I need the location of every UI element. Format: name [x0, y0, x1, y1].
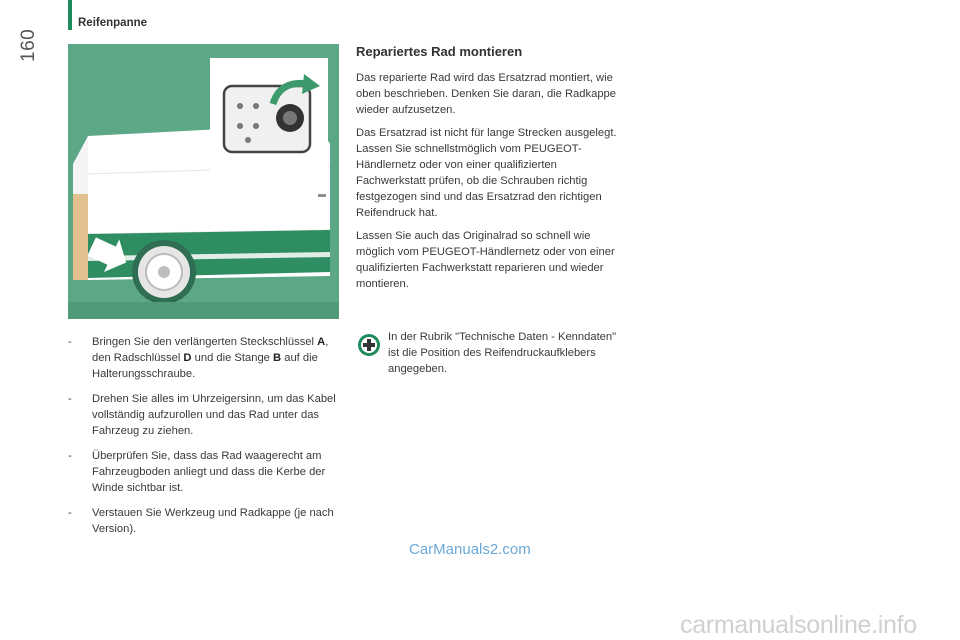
info-note: In der Rubrik "Technische Daten - Kenndaten" ist die Position des Reifendruckaufklebers angegeben. [388, 331, 617, 375]
watermark-carmanualsonline[interactable]: carmanualsonline.info [680, 611, 917, 639]
paragraph: Lassen Sie auch das Originalrad so schnell wie möglich vom PEUGEOT-Händlernetz oder von einer qualifizierten Fachwerkstatt reparieren und wieder montieren. [356, 230, 615, 290]
paragraph: Das reparierte Rad wird das Ersatzrad montiert, wie oben beschrieben. Denken Sie daran, die Radkappe wieder aufzusetzen. [356, 72, 616, 116]
tool-label-a: A [317, 336, 326, 348]
tool-label-d: D [183, 352, 192, 364]
paragraph: Das Ersatzrad ist nicht für lange Strecken ausgelegt. Lassen Sie schnellstmöglich vom PEUGEOT-Händlernetz oder von einer qualifizierten Fachwerkstatt prüfen, ob die Schrauben richtig festgezogen sind und das Ersatzrad den richtigen Reifendruck hat. [356, 127, 617, 219]
list-item: - Drehen Sie alles im Uhrzeigersinn, um das Kabel vollständig aufzurollen und das Rad unter das Fahrzeug zu ziehen. [68, 393, 336, 437]
van-wheel-illustration [68, 44, 339, 319]
watermark-carmanuals2[interactable]: CarManuals2.com [409, 541, 531, 558]
tool-label-b: B [273, 352, 282, 364]
list-item: - Verstauen Sie Werkzeug und Radkappe (je nach Version). [68, 507, 334, 535]
list-item: - Bringen Sie den verlängerten Steckschlüssel A, den Radschlüssel D und die Stange B auf die Halterungsschraube. [68, 336, 329, 380]
list-item: - Überprüfen Sie, dass das Rad waagerecht am Fahrzeugboden anliegt und dass die Kerbe der Winde sichtbar ist. [68, 450, 326, 494]
instruction-steps [68, 334, 344, 546]
plus-icon [357, 333, 381, 357]
chapter-side-bar [68, 0, 72, 30]
section-title: Repariertes Rad montieren [356, 44, 523, 59]
section-body [356, 70, 618, 299]
chapter-title: Reifenpanne [78, 17, 148, 29]
page-number: 160 [18, 28, 39, 62]
